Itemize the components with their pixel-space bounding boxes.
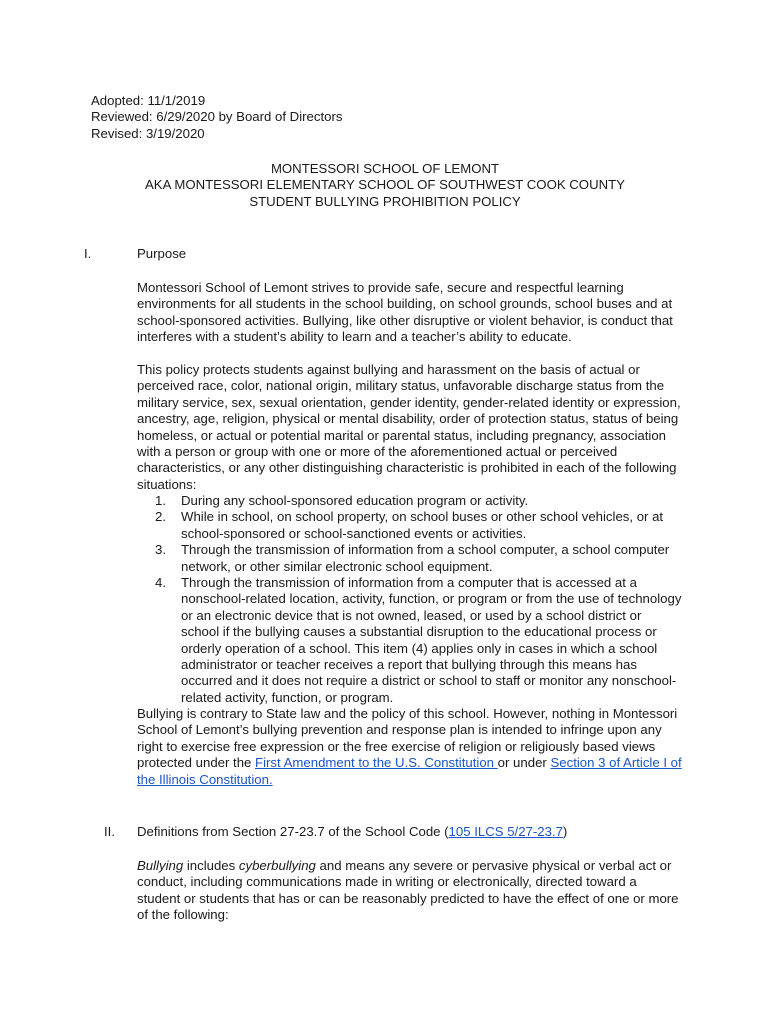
situations-list: [137, 493, 682, 706]
list-item-text: Through the transmission of information from a computer that is accessed at a nonschool-related location, activity, function, or program or from the use of technology or an electronic device that is not owned, leased, or used by a school district or school if the bullying causes a substantial disruption to the educational process or orderly operation of a school. This item (4) applies only in cases in which a school administrator or teacher receives a report that bullying through this means has occurred and it does not require a district or school to staff or monitor any nonschool-related activity, function, or program.: [181, 575, 682, 705]
paragraph-text-mid: or under: [497, 755, 551, 771]
title-line-2: AKA MONTESSORI ELEMENTARY SCHOOL OF SOUTHWEST COOK COUNTY: [145, 177, 625, 193]
reviewed-date: Reviewed: 6/29/2020 by Board of Directors: [91, 109, 343, 125]
paragraph-text-part: includes: [183, 858, 239, 873]
list-item-text: During any school-sponsored education program or activity.: [181, 493, 529, 508]
adopted-date: Adopted: 11/1/2019: [91, 93, 206, 108]
term-bullying: Bullying: [137, 858, 184, 873]
list-item-text: While in school, on school property, on school buses or other school vehicles, or at school-sponsored or school-sanctioned events or activities.: [181, 509, 664, 541]
section-1-paragraph-1: [137, 280, 682, 346]
revised-date: Revised: 3/19/2020: [91, 125, 205, 141]
list-item: [137, 542, 682, 575]
illinois-constitution-link[interactable]: Section 3 of Article I of the Illinois Constitution.: [137, 755, 682, 787]
section-2-number: II.: [104, 824, 115, 839]
term-cyberbullying: cyberbullying: [238, 858, 316, 873]
list-item: [137, 575, 682, 706]
title-line-3: STUDENT BULLYING PROHIBITION POLICY: [249, 193, 521, 209]
section-1-number: I.: [84, 246, 92, 261]
paragraph-text: [137, 706, 682, 788]
list-item-number: 4.: [155, 575, 166, 591]
first-amendment-link[interactable]: First Amendment to the U.S. Constitution: [255, 755, 498, 771]
document-title: [0, 161, 770, 210]
section-2-heading-close: ): [562, 824, 568, 839]
section-2-paragraph-1: [137, 858, 682, 924]
paragraph-text: [137, 858, 682, 924]
paragraph-text-part: and means any severe or pervasive physical or verbal act or conduct, including communications made in writing or electronically, directed toward a student or students that has or can be reasonably predicted to have the effect of one or more of the following:: [137, 858, 679, 923]
paragraph-text: This policy protects students against bullying and harassment on the basis of actual or perceived race, color, national origin, military status, unfavorable discharge status from the military service, sex, sexual orientation, gender identity, gender-related identity or expression, ancestry, age, religion, physical or mental disability, order of protection status, status of being homeless, or actual or potential marital or parental status, including pregnancy, association with a person or group with one or more of the aforementioned actual or perceived characteristics, or any other distinguishing characteristic is prohibited in each of the following situations:: [137, 362, 681, 492]
list-item: [137, 509, 682, 542]
section-1-paragraph-3: [137, 706, 682, 788]
ilcs-link[interactable]: 105 ILCS 5/27-23.7: [448, 824, 563, 839]
document-header: [91, 93, 342, 142]
paragraph-text: Montessori School of Lemont strives to provide safe, secure and respectful learning environments for all students in the school building, on school grounds, school buses and at school-sponsored activities. Bullying, like other disruptive or violent behavior, is conduct that interferes with a student’s ability to learn and a teacher’s ability to educate.: [137, 280, 673, 345]
list-item-text: Through the transmission of information from a school computer, a school computer network, or other similar electronic school equipment.: [181, 542, 670, 574]
section-1-heading: Purpose: [137, 246, 187, 261]
paragraph-text-start: Bullying is contrary to State law and the policy of this school. However, nothing in Montessori School of Lemont’s bullying prevention and response plan is intended to infringe upon any right to exercise free expression or the free exercise of religion or religiously based views protected under the: [137, 706, 678, 771]
list-item-number: 3.: [155, 542, 166, 558]
list-item-number: 2.: [155, 509, 166, 525]
title-line-1: MONTESSORI SCHOOL OF LEMONT: [270, 161, 500, 176]
section-2-heading: [137, 824, 567, 840]
section-1-paragraph-2: [137, 362, 682, 493]
section-2-heading-text: Definitions from Section 27-23.7 of the School Code (: [137, 824, 449, 839]
list-item: [137, 493, 682, 509]
list-item-number: 1.: [155, 493, 166, 508]
